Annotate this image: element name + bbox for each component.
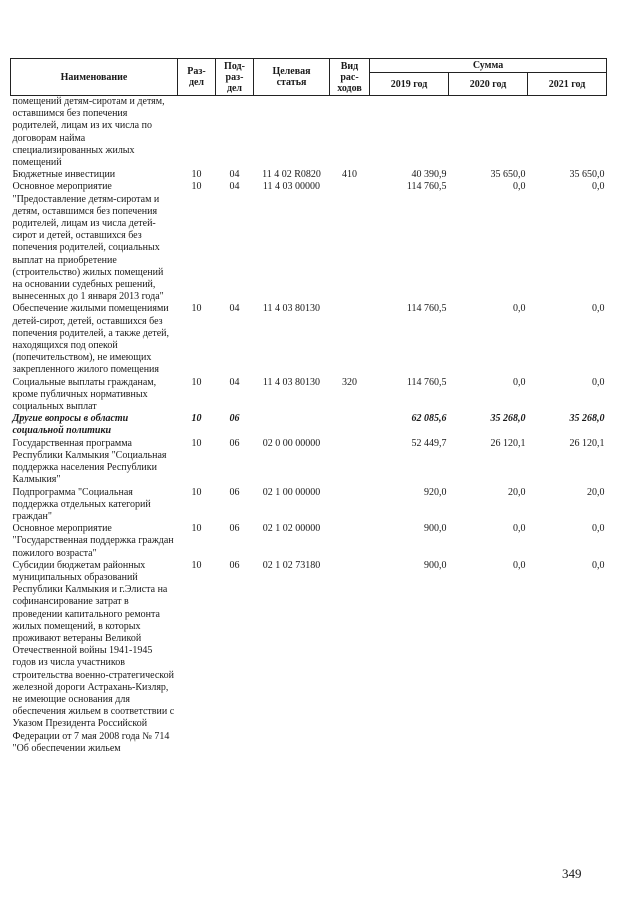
table-row: [11, 96, 607, 170]
cell-celevaya-statya: 02 1 02 73180: [262, 559, 321, 571]
cell-razdel: 10: [191, 303, 202, 315]
cell-celevaya-statya: 11 4 03 80130: [262, 303, 321, 315]
cell-sum-2020: 0,0: [513, 303, 526, 315]
cell-celevaya-statya: [254, 413, 330, 437]
cell-vid-rashodov: [330, 96, 370, 170]
cell-name: помещений детям-сиротам и детям, оставшимся без попечения родителей, лицам из их числа по договорам найма специализированных жилых помещений: [12, 96, 165, 169]
cell-razdel: 10: [191, 169, 202, 181]
cell-sum-2021: 35 650,0: [569, 169, 605, 181]
cell-sum-2019: 114 760,5: [406, 376, 447, 388]
cell-sum-2021: 0,0: [592, 376, 605, 388]
cell-name: Бюджетные инвестиции: [12, 169, 116, 181]
cell-sum-2020: [449, 96, 528, 170]
cell-podrazdel: 04: [229, 303, 240, 315]
cell-sum-2021: 0,0: [592, 181, 605, 193]
cell-name: Другие вопросы в области социальной политики: [12, 413, 129, 437]
cell-celevaya-statya: 11 4 02 R0820: [262, 169, 321, 181]
cell-podrazdel: 04: [229, 376, 240, 388]
cell-razdel: 10: [191, 376, 202, 388]
table-row: [11, 523, 607, 560]
cell-sum-2020: 0,0: [513, 376, 526, 388]
cell-sum-2021: 20,0: [587, 486, 605, 498]
cell-podrazdel: 06: [229, 559, 240, 571]
header-year-2020: 2020 год: [449, 73, 528, 96]
cell-sum-2020: 26 120,1: [490, 437, 526, 449]
cell-vid-rashodov: [330, 413, 370, 437]
table-row: [11, 169, 607, 181]
cell-sum-2019: 114 760,5: [406, 303, 447, 315]
cell-podrazdel: 06: [229, 437, 240, 449]
cell-vid-rashodov: 410: [342, 169, 357, 181]
cell-sum-2021: 0,0: [592, 559, 605, 571]
table-row: [11, 377, 607, 414]
cell-celevaya-statya: [254, 96, 330, 170]
table-row: [11, 487, 607, 524]
cell-name: Подпрограмма "Социальная поддержка отдельных категорий граждан": [12, 486, 151, 522]
cell-podrazdel: 04: [229, 169, 240, 181]
cell-razdel: 10: [191, 486, 202, 498]
cell-name: Основное мероприятие "Предоставление детям-сиротам и детям, оставшимся без попечения родителей, лицам из числа детей-сирот и детей, оставшихся без попечения родителей, социальных выплат на приобретение (строительство) жилых помещений на основании судебных решений, вынесенных до 1 января 2013 года": [12, 181, 164, 303]
cell-celevaya-statya: 02 1 02 00000: [262, 523, 321, 535]
cell-podrazdel: [216, 96, 254, 170]
header-podrazdel: Под- раз- дел: [216, 59, 254, 96]
cell-sum-2020: 35 268,0: [490, 413, 526, 425]
header-name: Наименование: [11, 59, 178, 96]
cell-sum-2019: 62 085,6: [411, 413, 447, 425]
cell-sum-2019: 114 760,5: [406, 181, 447, 193]
table-row: [11, 438, 607, 487]
page-number: 349: [562, 866, 582, 881]
cell-sum-2020: 20,0: [508, 486, 526, 498]
cell-sum-2019: 40 390,9: [411, 169, 447, 181]
cell-razdel: [178, 96, 216, 170]
cell-sum-2019: [370, 96, 449, 170]
header-razdel: Раз- дел: [178, 59, 216, 96]
cell-vid-rashodov: [330, 438, 370, 487]
cell-sum-2019: 52 449,7: [411, 437, 447, 449]
cell-celevaya-statya: 02 1 00 00000: [262, 486, 321, 498]
cell-razdel: 10: [191, 413, 202, 425]
header-summa: Сумма: [370, 59, 607, 73]
cell-sum-2021: [528, 96, 607, 170]
cell-celevaya-statya: 02 0 00 00000: [262, 437, 321, 449]
cell-vid-rashodov: [330, 560, 370, 755]
cell-razdel: 10: [191, 559, 202, 571]
cell-sum-2021: 0,0: [592, 523, 605, 535]
cell-celevaya-statya: 11 4 03 00000: [262, 181, 321, 193]
cell-razdel: 10: [191, 437, 202, 449]
header-year-2021: 2021 год: [528, 73, 607, 96]
cell-vid-rashodov: [330, 523, 370, 560]
cell-sum-2020: 0,0: [513, 181, 526, 193]
cell-sum-2021: 0,0: [592, 303, 605, 315]
table-row: [11, 303, 607, 376]
table-body: [11, 96, 607, 755]
cell-sum-2020: 35 650,0: [490, 169, 526, 181]
cell-vid-rashodov: [330, 487, 370, 524]
cell-name: Государственная программа Республики Калмыкия "Социальная поддержка населения Республики Калмыкия": [12, 437, 167, 486]
cell-vid-rashodov: 320: [342, 376, 357, 388]
header-vid-rashodov: Вид рас- ходов: [330, 59, 370, 96]
cell-sum-2021: 26 120,1: [569, 437, 605, 449]
cell-podrazdel: 06: [229, 523, 240, 535]
cell-vid-rashodov: [330, 303, 370, 376]
cell-celevaya-statya: 11 4 03 80130: [262, 376, 321, 388]
cell-podrazdel: 06: [229, 486, 240, 498]
table-header: [11, 59, 607, 96]
cell-podrazdel: 04: [229, 181, 240, 193]
budget-table: [10, 58, 607, 755]
table-row: [11, 560, 607, 755]
table-row: [11, 413, 607, 437]
cell-name: Социальные выплаты гражданам, кроме публичных нормативных социальных выплат: [12, 376, 157, 413]
cell-sum-2019: 920,0: [424, 486, 447, 498]
cell-razdel: 10: [191, 523, 202, 535]
cell-sum-2019: 900,0: [424, 559, 447, 571]
table-row: [11, 181, 607, 303]
cell-sum-2021: 35 268,0: [569, 413, 605, 425]
cell-sum-2020: 0,0: [513, 559, 526, 571]
cell-podrazdel: 06: [229, 413, 240, 425]
cell-sum-2019: 900,0: [424, 523, 447, 535]
cell-vid-rashodov: [330, 181, 370, 303]
header-celevaya-statya: Целевая статья: [254, 59, 330, 96]
cell-name: Основное мероприятие "Государственная поддержка граждан пожилого возраста": [12, 523, 174, 559]
cell-name: Обеспечение жилыми помещениями детей-сирот, детей, оставшихся без попечения родителей, а также детей, находящихся под опекой (попечительством), не имеющих закрепленного жилого помещения: [12, 303, 170, 376]
cell-razdel: 10: [191, 181, 202, 193]
header-year-2019: 2019 год: [370, 73, 449, 96]
cell-sum-2020: 0,0: [513, 523, 526, 535]
cell-name: Субсидии бюджетам районных муниципальных образований Республики Калмыкия и г.Элиста на софинансирование затрат в проведении капитального ремонта жилых помещений, в которых проживают ветераны Великой Отечественной войны 1941-1945 годов из числа участников строительства военно-стратегической железной дороги Астрахань-Кизляр, не имеющие основания для обеспечения жильем в соответствии с Указом Президента Российской Федерации от 7 мая 2008 года № 714 "Об обеспечении жильем: [12, 559, 175, 754]
